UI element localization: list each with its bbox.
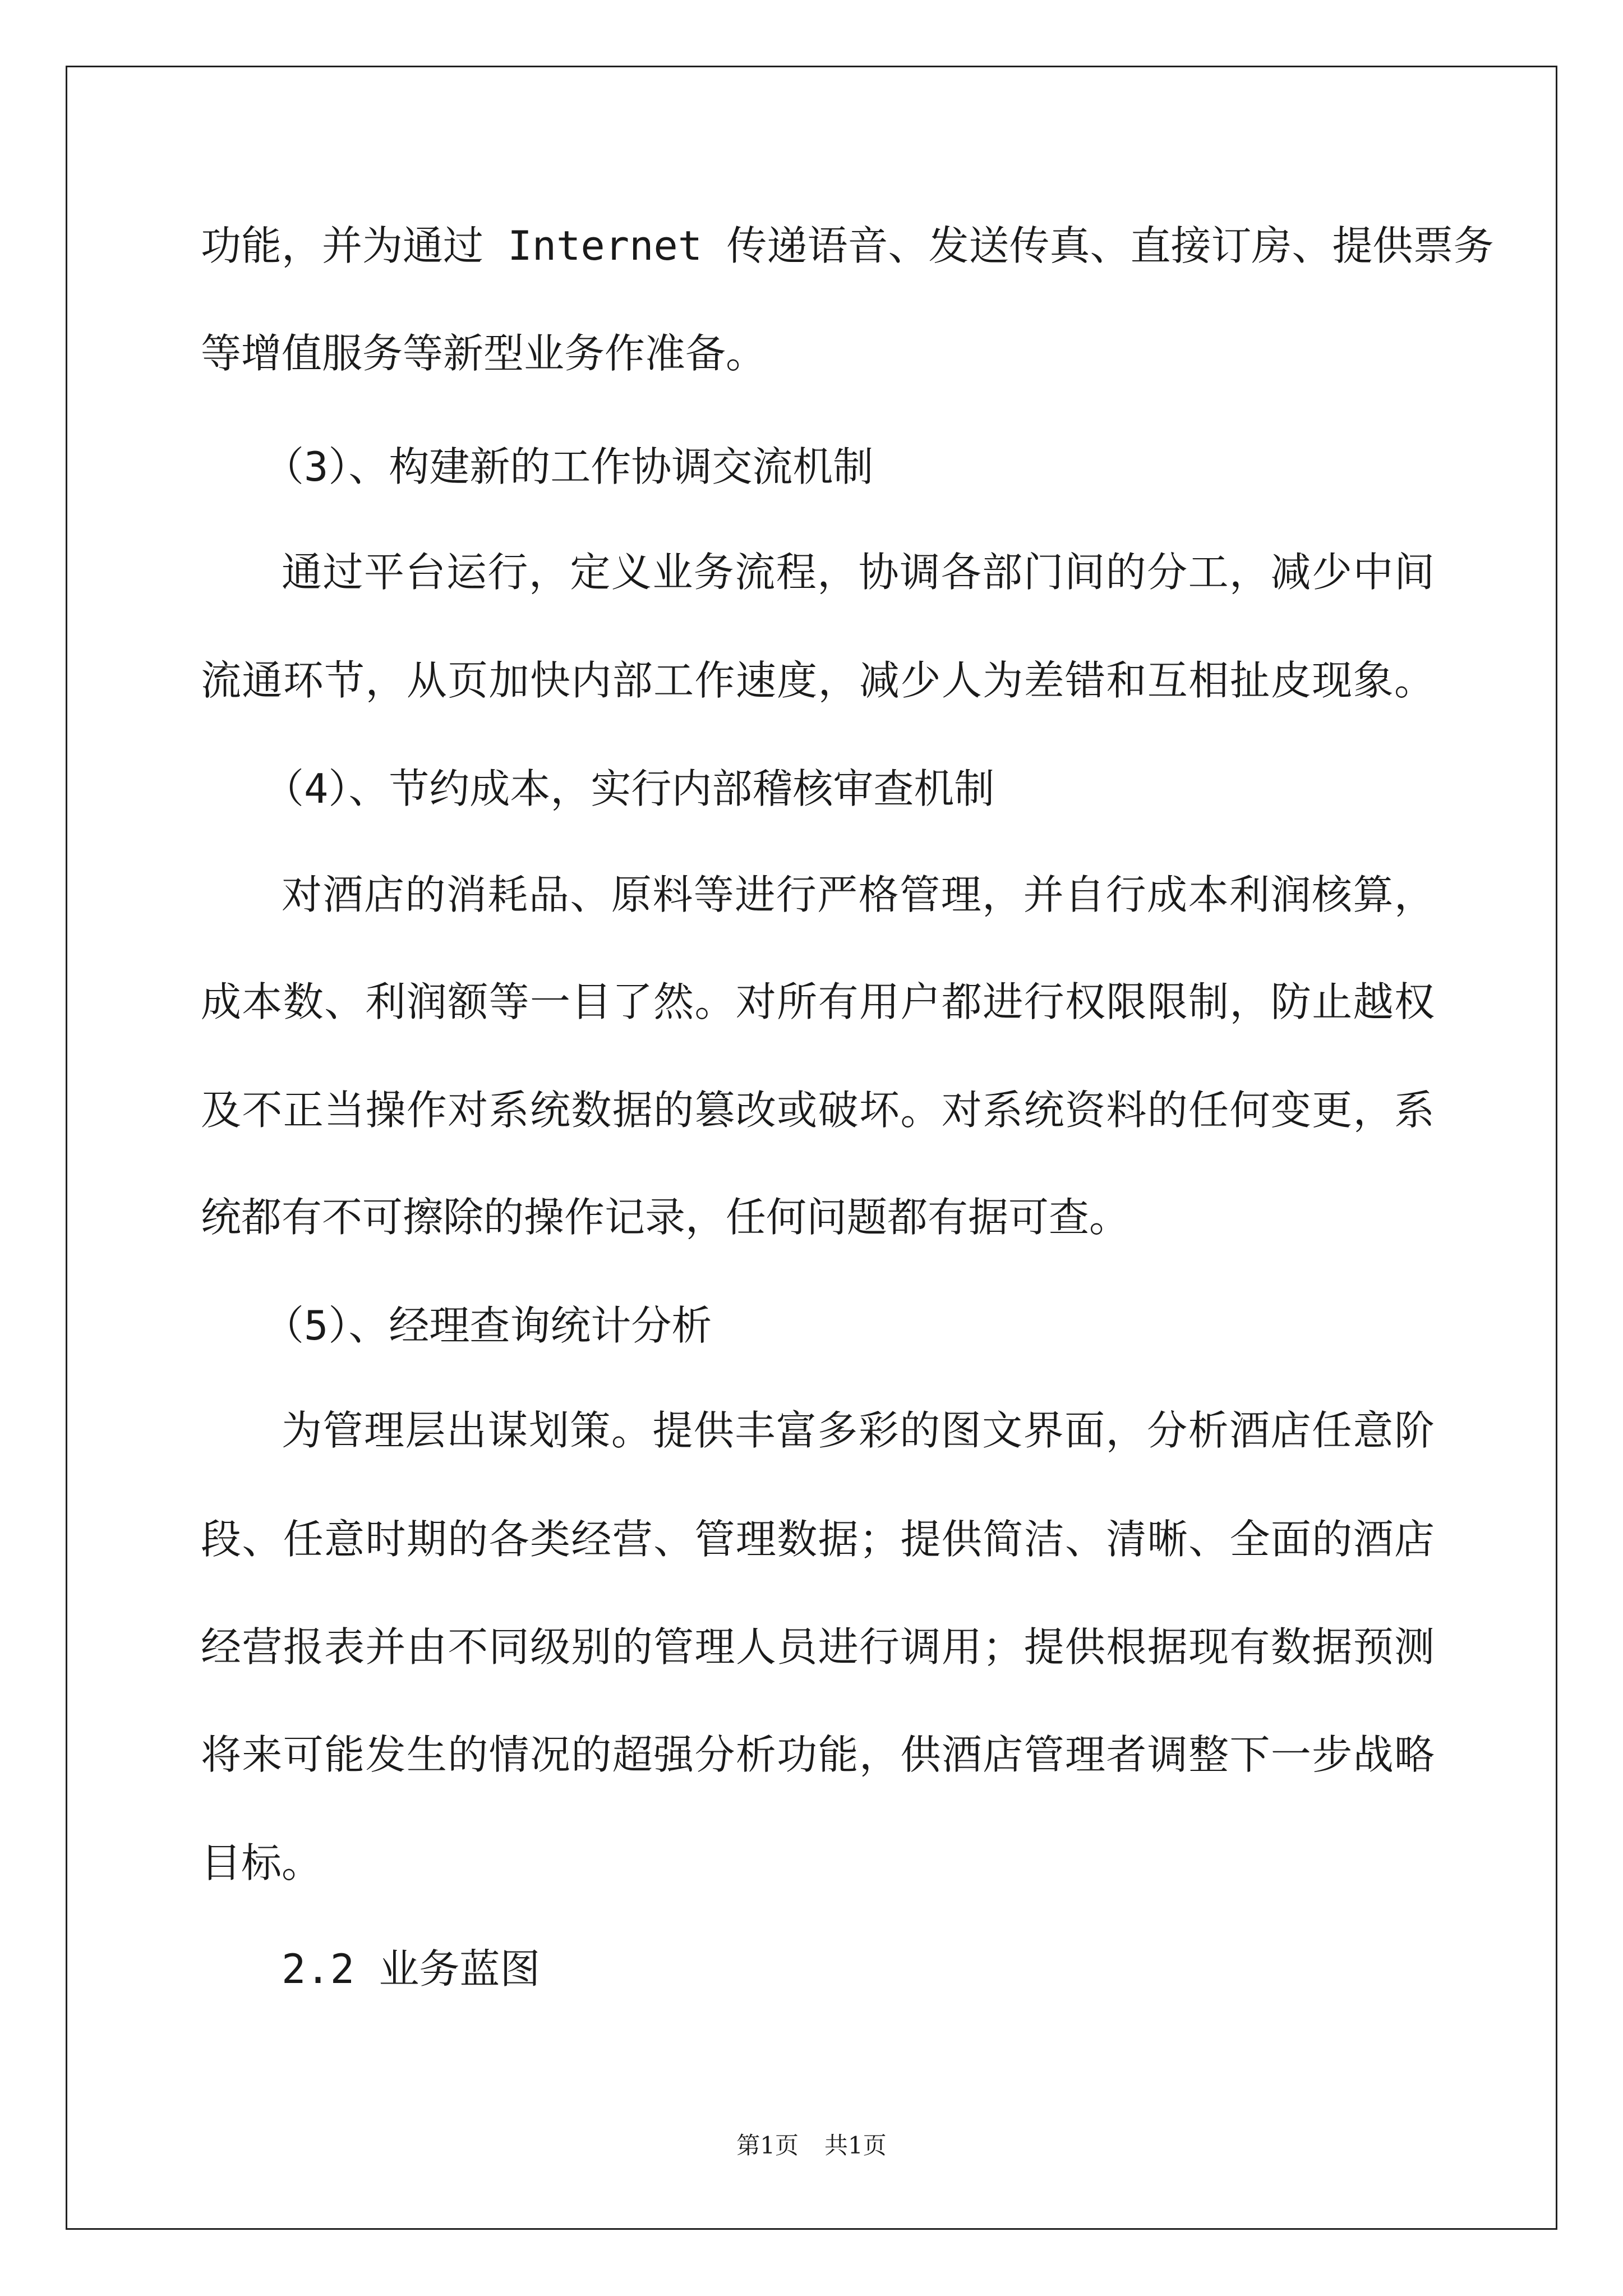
section-heading-2-2: 2.2 业务蓝图 xyxy=(282,1945,541,1993)
page-number-total: 共1页 xyxy=(824,2132,887,2159)
body-line-2: 等增值服务等新型业务作准备。 xyxy=(201,330,767,377)
section-heading-5: （5）、经理查询统计分析 xyxy=(264,1302,712,1349)
section-heading-3: （3）、构建新的工作协调交流机制 xyxy=(264,443,874,490)
body-line-4: 通过平台运行，定义业务流程，协调各部门间的分工，减少中间 xyxy=(282,549,1435,596)
body-line-10: 统都有不可擦除的操作记录，任何问题都有据可查。 xyxy=(201,1194,1130,1241)
body-line-15: 将来可能发生的情况的超强分析功能，供酒店管理者调整下一步战略 xyxy=(201,1731,1435,1778)
body-line-1: 功能，并为通过 Internet 传递语音、发送传真、直接订房、提供票务 xyxy=(201,222,1494,269)
body-line-5: 流通环节，从页加快内部工作速度，减少人为差错和互相扯皮现象。 xyxy=(201,657,1435,704)
page-number-current: 第1页 xyxy=(736,2132,799,2159)
body-line-14: 经营报表并由不同级别的管理人员进行调用；提供根据现有数据预测 xyxy=(201,1623,1435,1671)
page-border xyxy=(66,66,1557,2230)
body-line-16: 目标。 xyxy=(201,1839,322,1887)
page-footer xyxy=(0,2129,1623,2162)
section-heading-4: （4）、节约成本，实行内部稽核审查机制 xyxy=(264,765,995,812)
body-line-12: 为管理层出谋划策。提供丰富多彩的图文界面，分析酒店任意阶 xyxy=(282,1407,1435,1454)
body-line-7: 对酒店的消耗品、原料等进行严格管理，并自行成本利润核算， xyxy=(282,871,1435,918)
body-line-8: 成本数、利润额等一目了然。对所有用户都进行权限限制，防止越权 xyxy=(201,978,1435,1025)
body-line-9: 及不正当操作对系统数据的篡改或破坏。对系统资料的任何变更，系 xyxy=(201,1087,1435,1134)
body-line-13: 段、任意时期的各类经营、管理数据；提供简洁、清晰、全面的酒店 xyxy=(201,1516,1435,1563)
